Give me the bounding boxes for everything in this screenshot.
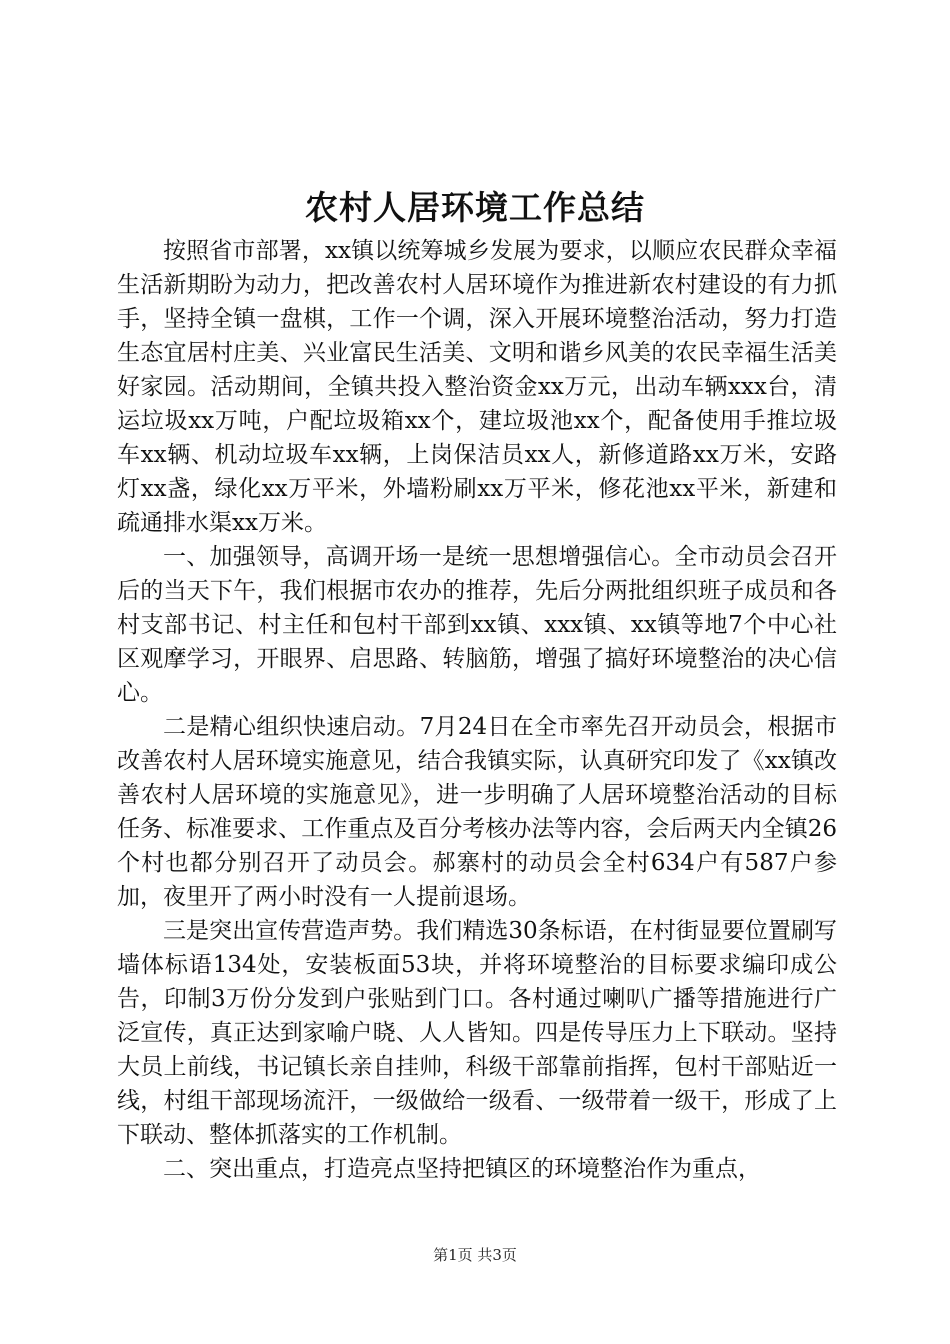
paragraph-intro: 按照省市部署，xx镇以统筹城乡发展为要求，以顺应农民群众幸福生活新期盼为动力，把改善农村人居环境作为推进新农村建设的有力抓手，坚持全镇一盘棋，工作一个调，深入开展环境整治活动，努力打造生态宜居村庄美、兴业富民生活美、文明和谐乡风美的农民幸福生活美好家园。活动期间，全镇共投入整治资金xx万元，出动车辆xxx台，清运垃圾xx万吨，户配垃圾箱xx个，建垃圾池xx个，配备使用手推垃圾车xx辆、机动垃圾车xx辆，上岗保洁员xx人，新修道路xx万米，安路灯xx盏，绿化xx万平米，外墙粉刷xx万平米，修花池xx平米，新建和疏通排水渠xx万米。: [117, 238, 837, 536]
page-footer: 第1页 共3页: [433, 1246, 517, 1264]
paragraph-section-1-part-2: 二是精心组织快速启动。7月24日在全市率先召开动员会，根据市改善农村人居环境实施意见，结合我镇实际，认真研究印发了《xx镇改善农村人居环境的实施意见》，进一步明确了人居环境整治活动的目标任务、标准要求、工作重点及百分考核办法等内容，会后两天内全镇26个村也都分别召开了动员会。郝寨村的动员会全村634户有587户参加，夜里开了两小时没有一人提前退场。: [117, 714, 837, 910]
document-title: 农村人居环境工作总结: [305, 188, 645, 227]
paragraph-section-1-part-3: 三是突出宣传营造声势。我们精选30条标语，在村街显要位置刷写墙体标语134处，安装板面53块，并将环境整治的目标要求编印成公告，印制3万份分发到户张贴到门口。各村通过喇叭广播等措施进行广泛宣传，真正达到家喻户晓、人人皆知。四是传导压力上下联动。坚持大员上前线，书记镇长亲自挂帅，科级干部靠前指挥，包村干部贴近一线，村组干部现场流汗，一级做给一级看、一级带着一级干，形成了上下联动、整体抓落实的工作机制。: [117, 918, 837, 1148]
document-body: [117, 234, 837, 1186]
paragraph-section-1: 一、加强领导，高调开场一是统一思想增强信心。全市动员会召开后的当天下午，我们根据市农办的推荐，先后分两批组织班子成员和各村支部书记、村主任和包村干部到xx镇、xxx镇、xx镇等地7个中心社区观摩学习，开眼界、启思路、转脑筋，增强了搞好环境整治的决心信心。: [117, 544, 837, 706]
paragraph-section-2: 二、突出重点，打造亮点坚持把镇区的环境整治作为重点，: [163, 1156, 761, 1182]
